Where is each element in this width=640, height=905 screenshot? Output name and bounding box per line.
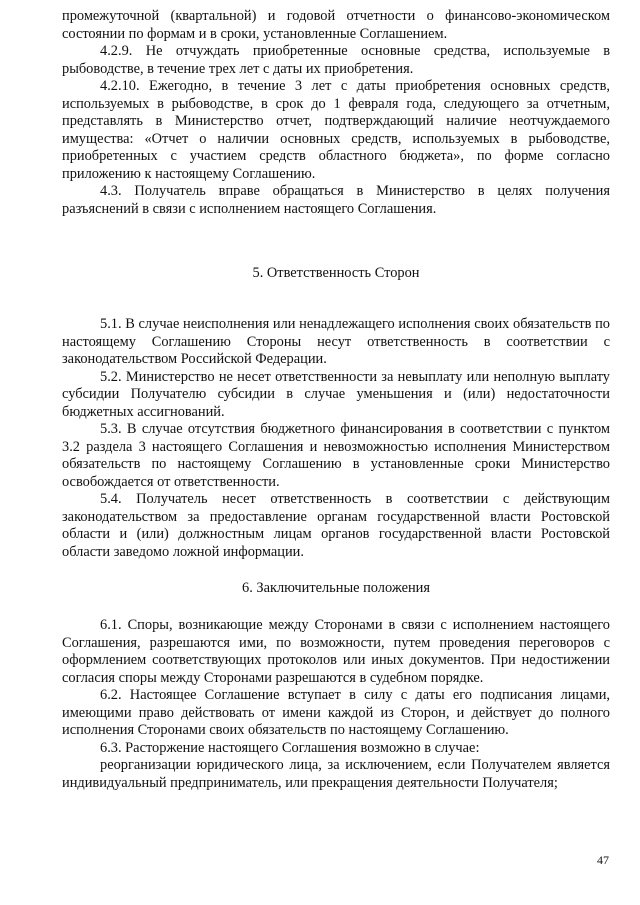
paragraph-reporting: промежуточной (квартальной) и годовой отчетности о финансово-экономическом состоянии по формам и в сроки, установленные Соглашением. (62, 8, 610, 42)
paragraph-5-1: 5.1. В случае неисполнения или ненадлежащего исполнения своих обязательств по настоящему Соглашению Стороны несут ответственность в соответствии с законодательством Российской Федерации. (62, 316, 610, 367)
paragraph-6-1: 6.1. Споры, возникающие между Сторонами в связи с исполнением настоящего Соглашения, разрешаются ими, по возможности, путем проведения переговоров с оформлением соответствующих протоколов или иных документов. При недостижении согласия споры между Сторонами разрешаются в судебном порядке. (62, 617, 610, 686)
paragraph-4-3: 4.3. Получатель вправе обращаться в Министерство в целях получения разъяснений в связи с исполнением настоящего Соглашения. (62, 183, 610, 217)
paragraph-5-4: 5.4. Получатель несет ответственность в соответствии с действующим законодательством за предоставление органам государственной власти Ростовской области и (или) должностным лицам органов государственной власти Ростовской области заведомо ложной информации. (62, 491, 610, 560)
section-6-heading: 6. Заключительные положения (242, 580, 430, 596)
section-6-body (62, 617, 610, 792)
paragraph-4-2-9: 4.2.9. Не отчуждать приобретенные основные средства, используемые в рыбоводстве, в течение трех лет с даты их приобретения. (62, 43, 610, 77)
paragraph-5-2: 5.2. Министерство не несет ответственности за невыплату или неполную выплату субсидии Получателю субсидии в случае уменьшения и (или) недостаточности бюджетных ассигнований. (62, 368, 610, 420)
section-5-heading: 5. Ответственность Сторон (252, 265, 420, 281)
page-number: 47 (597, 853, 609, 867)
paragraph-5-3: 5.3. В случае отсутствия бюджетного финансирования в соответствии с пунктом 3.2 раздела 3 настоящего Соглашения и невозможностью исполнения Министерством обязательств по настоящему Соглашению в установленные сроки Министерство освобождается от ответственности. (62, 421, 610, 490)
paragraph-6-3: 6.3. Расторжение настоящего Соглашения возможно в случае: (100, 739, 480, 756)
section-5-body (62, 316, 610, 561)
paragraph-4-2-10: 4.2.10. Ежегодно, в течение 3 лет с даты приобретения основных средств, используемых в рыбоводстве, в срок до 1 февраля года, следующего за отчетным, представлять в Министерство отчет, подтверждающий наличие неотчуждаемого имущества: «Отчет о наличии основных средств, используемых в рыбоводстве, приобретенных с участием средств областного бюджета», по форме согласно приложению к настоящему Соглашению. (62, 78, 610, 182)
paragraph-reorganization: реорганизации юридического лица, за исключением, если Получателем является индивидуальный предприниматель, или прекращения деятельности Получателя; (62, 757, 610, 791)
paragraph-6-2: 6.2. Настоящее Соглашение вступает в силу с даты его подписания лицами, имеющими право действовать от имени каждой из Сторон, и действует до полного исполнения Сторонами своих обязательств по настоящему Соглашению. (62, 687, 610, 738)
top-paragraphs (62, 8, 610, 218)
